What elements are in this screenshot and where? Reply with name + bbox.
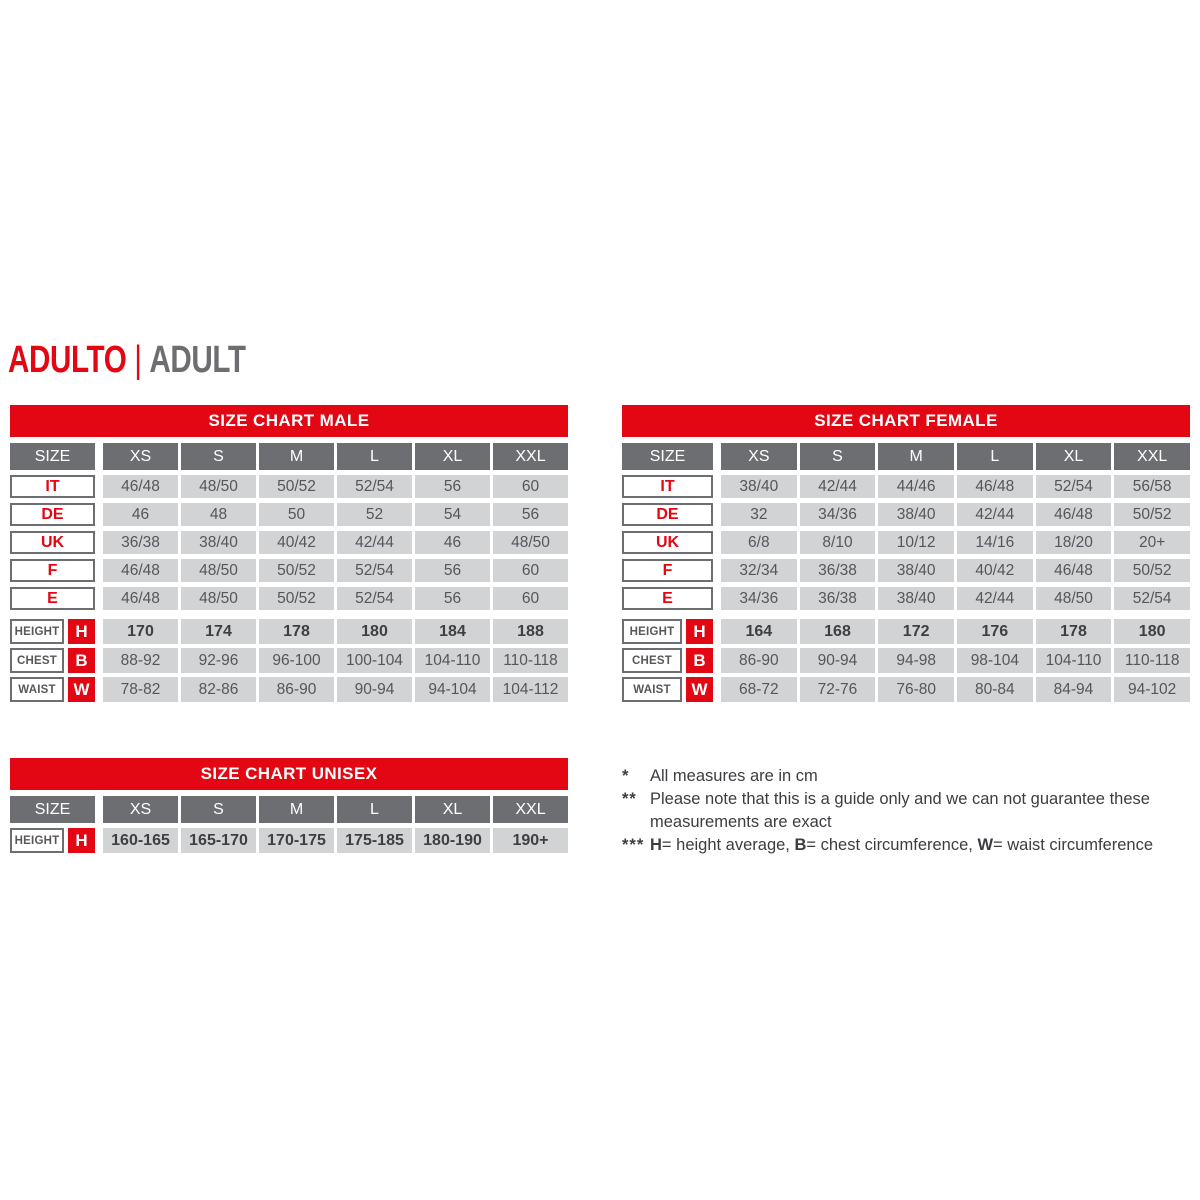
measure-cell: 86-90 <box>721 648 797 673</box>
measure-cell: 88-92 <box>103 648 178 673</box>
measure-row-label-chest <box>10 648 95 673</box>
size-cell: 48/50 <box>181 475 256 498</box>
footnote-segment: W <box>977 836 994 854</box>
measure-badge-w: W <box>686 677 713 702</box>
size-cell: 52/54 <box>1036 475 1112 498</box>
region-row-label-it: IT <box>10 475 95 498</box>
size-cell: 44/46 <box>878 475 954 498</box>
size-column-header-m: M <box>259 443 334 470</box>
size-column-header-s: S <box>800 443 876 470</box>
measure-cell: 180-190 <box>415 828 490 853</box>
region-row-label-e: E <box>10 587 95 610</box>
measure-cell: 86-90 <box>259 677 334 702</box>
measure-cell: 68-72 <box>721 677 797 702</box>
measure-cell: 80-84 <box>957 677 1033 702</box>
size-cell: 46/48 <box>957 475 1033 498</box>
measure-cell: 180 <box>337 619 412 644</box>
size-cell: 38/40 <box>721 475 797 498</box>
region-row-label-de: DE <box>10 503 95 526</box>
size-cell: 52/54 <box>337 587 412 610</box>
measure-row-label-chest <box>622 648 713 673</box>
size-cell: 32/34 <box>721 559 797 582</box>
size-column-header-l: L <box>337 796 412 823</box>
size-column-header-xxl: XXL <box>493 443 568 470</box>
size-rows <box>10 475 568 610</box>
size-cell: 40/42 <box>259 531 334 554</box>
page-title-secondary: ADULT <box>149 339 246 381</box>
measure-label-box: CHEST <box>622 648 682 673</box>
measure-badge-h: H <box>686 619 713 644</box>
size-cell: 52 <box>337 503 412 526</box>
measure-rows <box>10 828 568 853</box>
size-cell: 42/44 <box>957 503 1033 526</box>
footnote-marker: ** <box>622 790 637 808</box>
size-cell: 46/48 <box>103 475 178 498</box>
size-chart-unisex-table <box>10 758 568 853</box>
footnote-3 <box>622 834 1200 857</box>
size-cell: 50/52 <box>1114 559 1190 582</box>
size-cell: 56 <box>415 587 490 610</box>
measure-cell: 184 <box>415 619 490 644</box>
footnote-segment: Please note that this is a guide only and we can not guarantee these measurements are exact <box>650 790 1150 831</box>
measure-badge-b: B <box>68 648 95 673</box>
size-cell: 42/44 <box>800 475 876 498</box>
measure-cell: 94-98 <box>878 648 954 673</box>
size-chart-male-table <box>10 405 568 702</box>
size-cell: 50/52 <box>259 587 334 610</box>
footnote-text <box>650 765 1200 788</box>
footnote-marker: *** <box>622 836 645 854</box>
measure-cell: 170 <box>103 619 178 644</box>
size-cell: 40/42 <box>957 559 1033 582</box>
size-cell: 48/50 <box>493 531 568 554</box>
size-column-header-xl: XL <box>415 796 490 823</box>
measure-cell: 72-76 <box>800 677 876 702</box>
measure-cell: 96-100 <box>259 648 334 673</box>
size-column-header-l: L <box>957 443 1033 470</box>
region-row-label-it: IT <box>622 475 713 498</box>
measure-badge-w: W <box>68 677 95 702</box>
size-cell: 50/52 <box>1114 503 1190 526</box>
measure-cell: 104-112 <box>493 677 568 702</box>
footnote-segment: B <box>794 836 807 854</box>
size-cell: 38/40 <box>878 503 954 526</box>
size-cell: 60 <box>493 475 568 498</box>
size-column-header-m: M <box>259 796 334 823</box>
size-cell: 60 <box>493 587 568 610</box>
measure-cell: 164 <box>721 619 797 644</box>
measure-cell: 94-102 <box>1114 677 1190 702</box>
size-cell: 36/38 <box>103 531 178 554</box>
measure-cell: 90-94 <box>800 648 876 673</box>
measure-cell: 110-118 <box>1114 648 1190 673</box>
size-cell: 46/48 <box>103 587 178 610</box>
footnote-2 <box>622 788 1200 834</box>
region-row-label-de: DE <box>622 503 713 526</box>
size-column-header-xs: XS <box>103 796 178 823</box>
measure-cell: 190+ <box>493 828 568 853</box>
size-cell: 46/48 <box>1036 559 1112 582</box>
size-column-header-xxl: XXL <box>1114 443 1190 470</box>
size-cell: 56 <box>493 503 568 526</box>
footnote-segment: = waist circumference <box>993 836 1154 854</box>
footnote-segment: All measures are in cm <box>650 767 818 785</box>
measure-label-box: WAIST <box>10 677 64 702</box>
footnote-segment: H <box>650 836 662 854</box>
measure-cell: 188 <box>493 619 568 644</box>
size-column-header-xl: XL <box>415 443 490 470</box>
size-column-header-l: L <box>337 443 412 470</box>
measure-cell: 82-86 <box>181 677 256 702</box>
measure-cell: 98-104 <box>957 648 1033 673</box>
measure-label-box: HEIGHT <box>10 828 64 853</box>
size-cell: 54 <box>415 503 490 526</box>
size-cell: 50/52 <box>259 475 334 498</box>
measure-row-label-waist <box>10 677 95 702</box>
measure-label-box: HEIGHT <box>10 619 64 644</box>
size-cell: 50 <box>259 503 334 526</box>
measure-label-box: CHEST <box>10 648 64 673</box>
size-cell: 14/16 <box>957 531 1033 554</box>
measure-cell: 175-185 <box>337 828 412 853</box>
size-cell: 46/48 <box>1036 503 1112 526</box>
size-cell: 52/54 <box>337 475 412 498</box>
measure-cell: 170-175 <box>259 828 334 853</box>
region-row-label-uk: UK <box>622 531 713 554</box>
footnote-segment: = height average, <box>661 836 795 854</box>
measure-cell: 178 <box>1036 619 1112 644</box>
size-cell: 50/52 <box>259 559 334 582</box>
measure-label-box: HEIGHT <box>622 619 682 644</box>
size-cell: 34/36 <box>800 503 876 526</box>
footnote-text <box>650 788 1200 834</box>
size-cell: 46 <box>415 531 490 554</box>
measure-rows <box>10 619 568 702</box>
size-column-header-xs: XS <box>103 443 178 470</box>
size-rows <box>622 475 1190 610</box>
measure-cell: 180 <box>1114 619 1190 644</box>
size-cell: 48 <box>181 503 256 526</box>
size-column-header-s: S <box>181 796 256 823</box>
size-cell: 56 <box>415 475 490 498</box>
measure-row-label-height <box>10 619 95 644</box>
page-title-separator: | <box>134 339 142 381</box>
measure-cell: 174 <box>181 619 256 644</box>
size-cell: 32 <box>721 503 797 526</box>
measure-cell: 176 <box>957 619 1033 644</box>
size-cell: 48/50 <box>1036 587 1112 610</box>
size-cell: 52/54 <box>337 559 412 582</box>
measure-cell: 100-104 <box>337 648 412 673</box>
size-cell: 36/38 <box>800 587 876 610</box>
page-title <box>8 339 246 382</box>
region-row-label-f: F <box>10 559 95 582</box>
column-header-row <box>622 443 1190 470</box>
size-column-header: SIZE <box>10 796 95 823</box>
measure-cell: 110-118 <box>493 648 568 673</box>
size-cell: 48/50 <box>181 587 256 610</box>
measure-badge-h: H <box>68 828 95 853</box>
region-row-label-uk: UK <box>10 531 95 554</box>
measure-label-box: WAIST <box>622 677 682 702</box>
size-chart-female-table <box>622 405 1190 702</box>
size-column-header-xs: XS <box>721 443 797 470</box>
size-cell: 38/40 <box>878 559 954 582</box>
size-cell: 52/54 <box>1114 587 1190 610</box>
size-cell: 42/44 <box>957 587 1033 610</box>
size-cell: 38/40 <box>878 587 954 610</box>
measure-cell: 84-94 <box>1036 677 1112 702</box>
measure-cell: 178 <box>259 619 334 644</box>
measure-badge-b: B <box>686 648 713 673</box>
size-column-header: SIZE <box>10 443 95 470</box>
size-cell: 46/48 <box>103 559 178 582</box>
footnote-segment: = chest circumference, <box>806 836 978 854</box>
measure-cell: 78-82 <box>103 677 178 702</box>
size-cell: 36/38 <box>800 559 876 582</box>
measure-rows <box>622 619 1190 702</box>
size-cell: 18/20 <box>1036 531 1112 554</box>
size-column-header-m: M <box>878 443 954 470</box>
measure-cell: 172 <box>878 619 954 644</box>
size-cell: 6/8 <box>721 531 797 554</box>
measure-cell: 94-104 <box>415 677 490 702</box>
size-column-header-xl: XL <box>1036 443 1112 470</box>
size-column-header-xxl: XXL <box>493 796 568 823</box>
size-column-header-s: S <box>181 443 256 470</box>
size-cell: 42/44 <box>337 531 412 554</box>
footnote-1 <box>622 765 1200 788</box>
table-title-female: SIZE CHART FEMALE <box>622 405 1190 437</box>
measure-cell: 165-170 <box>181 828 256 853</box>
size-column-header: SIZE <box>622 443 713 470</box>
size-cell: 8/10 <box>800 531 876 554</box>
table-title-male: SIZE CHART MALE <box>10 405 568 437</box>
measure-cell: 76-80 <box>878 677 954 702</box>
measure-badge-h: H <box>68 619 95 644</box>
measure-cell: 92-96 <box>181 648 256 673</box>
measure-cell: 168 <box>800 619 876 644</box>
size-cell: 20+ <box>1114 531 1190 554</box>
size-cell: 38/40 <box>181 531 256 554</box>
measure-row-label-height <box>10 828 95 853</box>
page-title-primary: ADULTO <box>8 339 127 381</box>
measure-row-label-height <box>622 619 713 644</box>
size-cell: 56 <box>415 559 490 582</box>
column-header-row <box>10 443 568 470</box>
size-cell: 10/12 <box>878 531 954 554</box>
measure-cell: 160-165 <box>103 828 178 853</box>
region-row-label-f: F <box>622 559 713 582</box>
column-header-row <box>10 796 568 823</box>
footnotes <box>622 765 1200 857</box>
size-cell: 60 <box>493 559 568 582</box>
size-cell: 34/36 <box>721 587 797 610</box>
size-cell: 46 <box>103 503 178 526</box>
footnote-text <box>650 834 1200 857</box>
region-row-label-e: E <box>622 587 713 610</box>
size-cell: 56/58 <box>1114 475 1190 498</box>
measure-row-label-waist <box>622 677 713 702</box>
footnote-marker: * <box>622 767 630 785</box>
measure-cell: 104-110 <box>415 648 490 673</box>
table-title-unisex: SIZE CHART UNISEX <box>10 758 568 790</box>
measure-cell: 90-94 <box>337 677 412 702</box>
size-cell: 48/50 <box>181 559 256 582</box>
measure-cell: 104-110 <box>1036 648 1112 673</box>
